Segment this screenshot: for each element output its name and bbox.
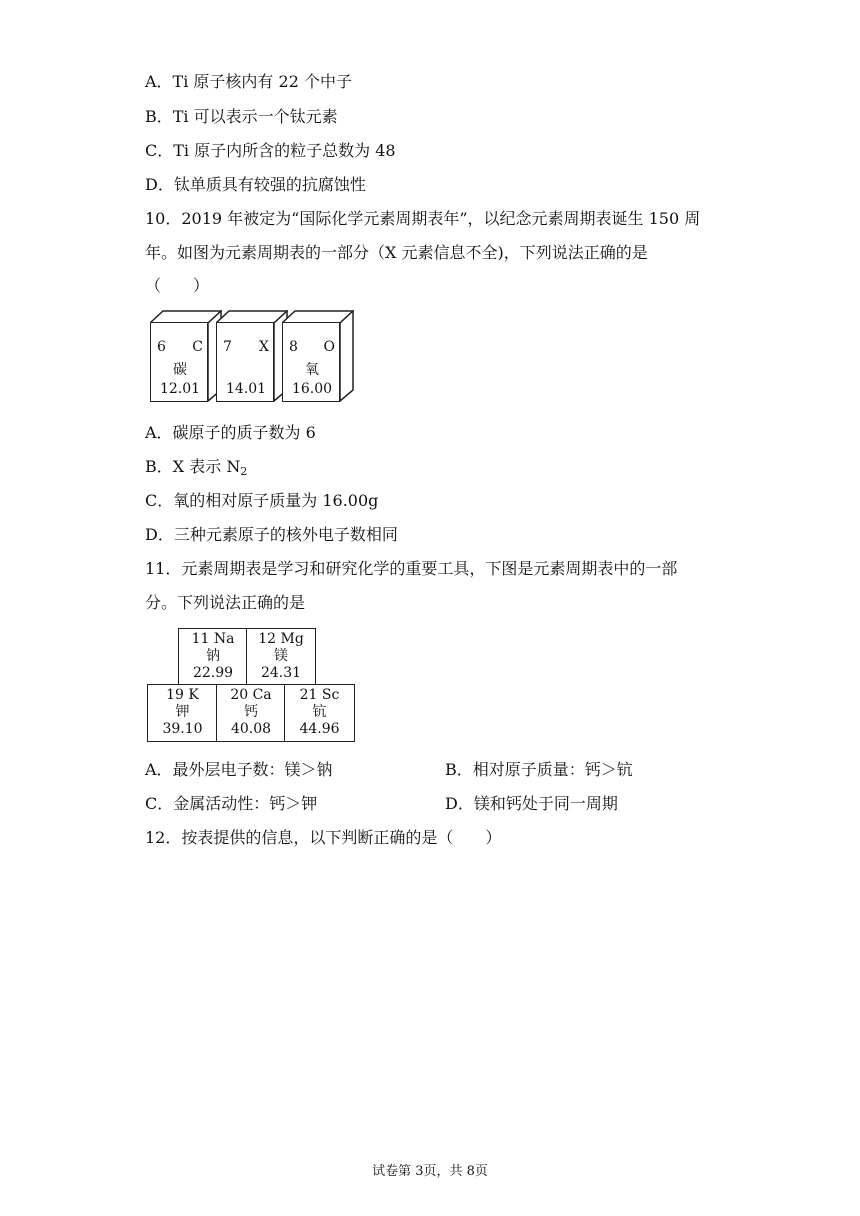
q10-option-a: A．碳原子的质子数为 6 bbox=[145, 423, 316, 442]
q10-stem-line1: 10．2019 年被定为“国际化学元素周期表年”，以纪念元素周期表诞生 150 周 bbox=[145, 209, 701, 228]
atomic-number: 6 bbox=[157, 339, 166, 355]
q11-option-c: C．金属活动性：钙＞钾 bbox=[145, 794, 318, 813]
q9-option-b: B．Ti 可以表示一个钛元素 bbox=[145, 107, 338, 126]
element-header: 20 Ca bbox=[230, 687, 272, 703]
option-text: B．X 表示 N bbox=[145, 457, 241, 476]
q10-option-c: C．氧的相对原子质量为 16.00g bbox=[145, 491, 379, 510]
atomic-mass: 12.01 bbox=[159, 381, 201, 397]
cube-face bbox=[216, 322, 274, 402]
q9-option-a: A．Ti 原子核内有 22 个中子 bbox=[145, 72, 352, 91]
element-cube-carbon bbox=[150, 310, 222, 405]
element-name: 镁 bbox=[274, 648, 288, 664]
atomic-number: 8 bbox=[289, 339, 298, 355]
atomic-mass: 22.99 bbox=[192, 665, 234, 681]
element-symbol: O bbox=[323, 339, 335, 355]
q11-option-b: B．相对原子质量：钙＞钪 bbox=[445, 760, 633, 779]
element-cube-oxygen bbox=[282, 310, 354, 405]
element-cell-sc bbox=[284, 684, 355, 742]
atomic-mass: 39.10 bbox=[162, 721, 203, 737]
q12-stem-line1: 12．按表提供的信息，以下判断正确的是（ ） bbox=[145, 828, 502, 847]
page-footer: 试卷第 3页，共 8页 bbox=[372, 1164, 488, 1179]
q11-stem-line1: 11．元素周期表是学习和研究化学的重要工具，下图是元素周期表中的一部 bbox=[145, 559, 678, 578]
q10-answer-blank: （ ） bbox=[145, 276, 210, 295]
element-cell-mg bbox=[246, 628, 316, 685]
element-cell-na bbox=[178, 628, 248, 685]
atomic-mass: 14.01 bbox=[225, 381, 267, 397]
q11-option-d: D．镁和钙处于同一周期 bbox=[445, 794, 618, 813]
element-name: 钾 bbox=[175, 704, 190, 720]
cube-face bbox=[282, 322, 340, 402]
q10-element-figure bbox=[150, 310, 365, 405]
subscript: 2 bbox=[240, 465, 248, 478]
element-header: 12 Mg bbox=[258, 631, 304, 647]
element-name: 钠 bbox=[206, 648, 220, 664]
element-header: 11 Na bbox=[191, 631, 235, 647]
element-name: 钪 bbox=[312, 704, 327, 720]
element-symbol: C bbox=[192, 339, 203, 355]
element-cell-ca bbox=[216, 684, 286, 742]
q11-stem-line2: 分。下列说法正确的是 bbox=[145, 593, 306, 612]
atomic-number: 7 bbox=[223, 339, 232, 355]
q11-option-a: A．最外层电子数：镁＞钠 bbox=[145, 760, 333, 779]
q10-stem-line2: 年。如图为元素周期表的一部分（X 元素信息不全)，下列说法正确的是 bbox=[145, 243, 648, 262]
element-name: 钙 bbox=[244, 704, 258, 720]
q10-option-b bbox=[145, 457, 247, 482]
q9-option-c: C．Ti 原子内所含的粒子总数为 48 bbox=[145, 141, 396, 160]
q9-option-d: D．钛单质具有较强的抗腐蚀性 bbox=[145, 175, 366, 194]
element-cell-k bbox=[147, 684, 218, 742]
atomic-mass: 40.08 bbox=[230, 721, 272, 737]
q10-option-d: D．三种元素原子的核外电子数相同 bbox=[145, 525, 398, 544]
element-header: 19 K bbox=[166, 687, 199, 703]
element-header: 21 Sc bbox=[299, 687, 340, 703]
cube-side-shape bbox=[340, 310, 354, 402]
element-name: 碳 bbox=[173, 362, 187, 378]
element-symbol: X bbox=[259, 339, 269, 355]
atomic-mass: 44.96 bbox=[299, 721, 340, 737]
element-name: 氧 bbox=[305, 362, 319, 378]
atomic-mass: 24.31 bbox=[260, 665, 302, 681]
element-cube-x bbox=[216, 310, 288, 405]
atomic-mass: 16.00 bbox=[291, 381, 333, 397]
cube-face bbox=[150, 322, 208, 402]
